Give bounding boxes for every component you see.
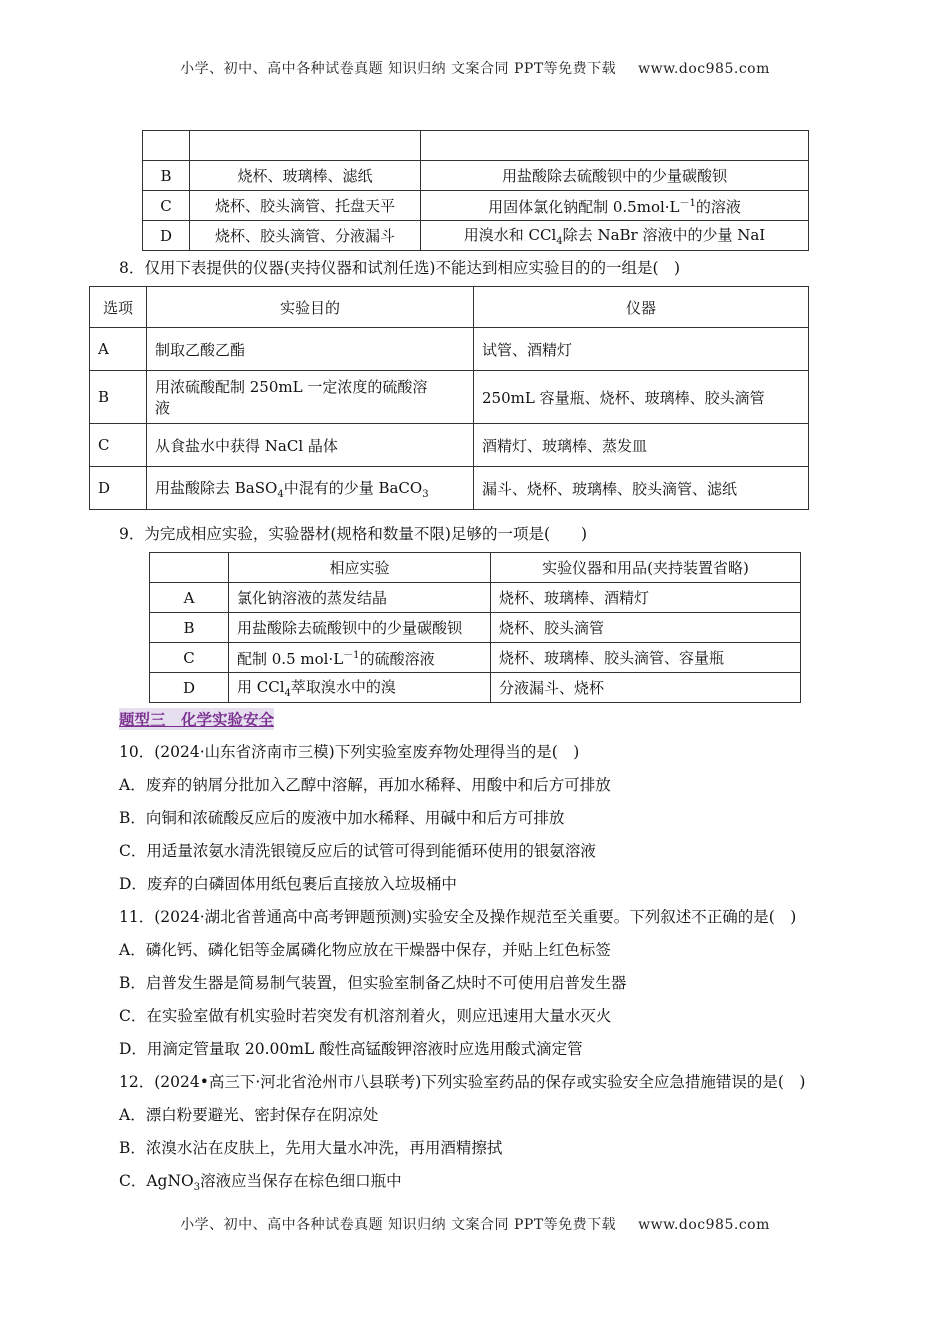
table-cell: [190, 131, 421, 161]
text-part: 中混有的少量 BaCO: [283, 478, 423, 497]
table-cell: [143, 131, 190, 161]
table-row: [90, 371, 809, 424]
question-10-stem: 10．(2024·山东省济南市三模)下列实验室废弃物处理得当的是( ): [119, 743, 580, 761]
page-footer: [0, 1214, 950, 1234]
prev-question-table: [142, 130, 809, 251]
instrument-cell: 分液漏斗、烧杯: [491, 673, 801, 703]
purpose-cell: 制取乙酸乙酯: [147, 328, 474, 371]
header-instrument: 实验仪器和用品(夹持装置省略): [491, 553, 801, 583]
option-label: B: [143, 161, 190, 191]
option-label: B: [90, 371, 147, 424]
instrument-cell: 烧杯、玻璃棒、滤纸: [190, 161, 421, 191]
purpose-cell: [147, 467, 474, 510]
subscript: 3: [193, 1182, 201, 1194]
purpose-cell: [147, 371, 474, 424]
table-row: [143, 191, 809, 221]
superscript: －1: [679, 198, 696, 209]
header-purpose: 相应实验: [229, 553, 491, 583]
header-option: 选项: [90, 287, 147, 328]
question-11-option-a: A．磷化钙、磷化铝等金属磷化物应放在干燥器中保存，并贴上红色标签: [119, 941, 611, 959]
header-site: www.doc985.com: [638, 61, 770, 77]
purpose-cell: 从食盐水中获得 NaCl 晶体: [147, 424, 474, 467]
text-line: 用浓硫酸配制 250mL 一定浓度的硫酸溶: [155, 378, 428, 396]
subscript: 4: [277, 488, 284, 500]
table-header-row: [150, 553, 801, 583]
instrument-cell: 250mL 容量瓶、烧杯、玻璃棒、胶头滴管: [474, 371, 809, 424]
subscript: 4: [284, 688, 291, 699]
table-row: [150, 613, 801, 643]
question-8-table: [89, 286, 809, 510]
instrument-cell: 漏斗、烧杯、玻璃棒、胶头滴管、滤纸: [474, 467, 809, 510]
question-10-option-c: C．用适量浓氨水清洗银镜反应后的试管可得到能循环使用的银氨溶液: [119, 842, 596, 860]
purpose-cell: [229, 673, 491, 703]
instrument-cell: 烧杯、胶头滴管、分液漏斗: [190, 221, 421, 251]
table-row: [143, 131, 809, 161]
table-row: [90, 467, 809, 510]
header-instrument: 仪器: [474, 287, 809, 328]
purpose-cell: 用盐酸除去硫酸钡中的少量碳酸钡: [229, 613, 491, 643]
instrument-cell: 烧杯、胶头滴管: [491, 613, 801, 643]
table-row: [90, 424, 809, 467]
text-part: 的硫酸溶液: [359, 650, 435, 668]
header-purpose: 实验目的: [147, 287, 474, 328]
footer-site: www.doc985.com: [638, 1217, 770, 1233]
purpose-cell: [421, 221, 809, 251]
purpose-cell: [421, 191, 809, 221]
purpose-cell: 氯化钠溶液的蒸发结晶: [229, 583, 491, 613]
text-part: 用固体氯化钠配制 0.5mol·L: [488, 198, 680, 216]
option-label: D: [90, 467, 147, 510]
text-part: 用 CCl: [237, 678, 285, 696]
text-part: 除去 NaBr 溶液中的少量 NaI: [562, 226, 766, 244]
table-header-row: [90, 287, 809, 328]
question-11-option-b: B．启普发生器是简易制气装置，但实验室制备乙炔时不可使用启普发生器: [119, 974, 627, 992]
question-12-option-c: [119, 1169, 402, 1193]
text-part: 的溶液: [695, 198, 741, 216]
footer-text: 小学、初中、高中各种试卷真题 知识归纳 文案合同 PPT等免费下载: [180, 1217, 617, 1233]
option-label: D: [143, 221, 190, 251]
option-label: A: [90, 328, 147, 371]
instrument-cell: 烧杯、胶头滴管、托盘天平: [190, 191, 421, 221]
text-part: 溶液应当保存在棕色细口瓶中: [200, 1172, 402, 1190]
table-row: [143, 161, 809, 191]
option-label: A: [150, 583, 229, 613]
instrument-cell: 烧杯、玻璃棒、胶头滴管、容量瓶: [491, 643, 801, 673]
purpose-cell: [229, 643, 491, 673]
subscript: 4: [556, 236, 563, 247]
text-line: 液: [155, 399, 171, 417]
question-8-stem: 8．仅用下表提供的仪器(夹持仪器和试剂任选)不能达到相应实验目的的一组是( ): [119, 259, 681, 277]
question-9-stem: 9．为完成相应实验，实验器材(规格和数量不限)足够的一项是( ): [119, 525, 588, 543]
header-text: 小学、初中、高中各种试卷真题 知识归纳 文案合同 PPT等免费下载: [180, 61, 617, 77]
question-11-option-c: C．在实验室做有机实验时若突发有机溶剂着火，则应迅速用大量水灭火: [119, 1007, 612, 1025]
question-12-option-a: A．漂白粉要避光、密封保存在阴凉处: [119, 1106, 379, 1124]
question-10-option-b: B．向铜和浓硫酸反应后的废液中加水稀释、用碱中和后方可排放: [119, 809, 565, 827]
table-row: [143, 221, 809, 251]
instrument-cell: 烧杯、玻璃棒、酒精灯: [491, 583, 801, 613]
option-label: C: [90, 424, 147, 467]
table-cell: [421, 131, 809, 161]
option-label: C: [150, 643, 229, 673]
text-part: 用盐酸除去 BaSO: [155, 478, 278, 497]
header-option: [150, 553, 229, 583]
superscript: －1: [343, 650, 360, 661]
table-row: [150, 583, 801, 613]
question-10-option-a: A．废弃的钠屑分批加入乙醇中溶解，再加水稀释、用酸中和后方可排放: [119, 776, 611, 794]
question-11-stem: 11．(2024·湖北省普通高中高考钾题预测)实验安全及操作规范至关重要。下列叙述不正确的是( ): [119, 908, 797, 926]
section-heading: 题型三 化学实验安全: [119, 708, 274, 730]
option-label: D: [150, 673, 229, 703]
question-11-option-d: D．用滴定管量取 20.00mL 酸性高锰酸钾溶液时应选用酸式滴定管: [119, 1040, 583, 1058]
question-9-table: [149, 552, 801, 703]
text-part: 用溴水和 CCl: [463, 226, 557, 244]
table-row: [90, 328, 809, 371]
purpose-cell: 用盐酸除去硫酸钡中的少量碳酸钡: [421, 161, 809, 191]
instrument-cell: 酒精灯、玻璃棒、蒸发皿: [474, 424, 809, 467]
page-header: [0, 58, 950, 78]
text-part: 萃取溴水中的溴: [290, 678, 396, 696]
subscript: 3: [422, 488, 429, 500]
question-12-option-b: B．浓溴水沾在皮肤上，先用大量水冲洗，再用酒精擦拭: [119, 1139, 503, 1157]
text-part: 配制 0.5 mol·L: [237, 650, 344, 668]
option-label: B: [150, 613, 229, 643]
instrument-cell: 试管、酒精灯: [474, 328, 809, 371]
table-row: [150, 643, 801, 673]
option-label: C: [143, 191, 190, 221]
table-row: [150, 673, 801, 703]
question-10-option-d: D．废弃的白磷固体用纸包裹后直接放入垃圾桶中: [119, 875, 457, 893]
text-part: C．AgNO: [119, 1172, 194, 1190]
question-12-stem: 12．(2024•高三下·河北省沧州市八县联考)下列实验室药品的保存或实验安全应急措施错误的是( ): [119, 1073, 806, 1091]
